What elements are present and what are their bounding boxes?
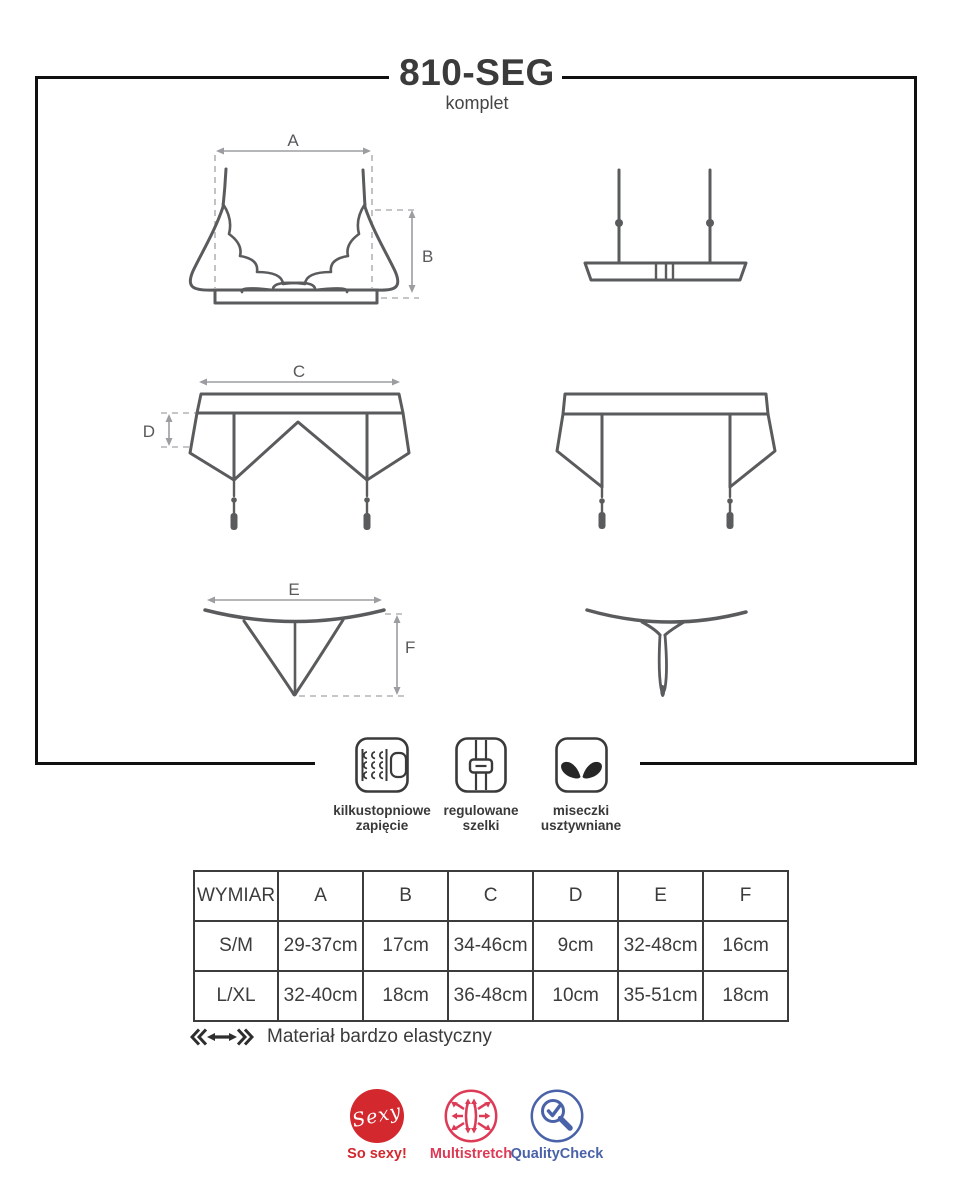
- table-header-cell: D: [533, 871, 618, 921]
- garment-technical-drawing: [35, 76, 917, 765]
- feature-padded-cups: [514, 736, 648, 833]
- quality-check-label: QualityCheck: [510, 1146, 604, 1162]
- page-title: 810-SEG: [399, 52, 555, 93]
- dimension-label-c: C: [292, 362, 306, 381]
- bra-front-drawing: [190, 131, 433, 303]
- thong-back-drawing: [587, 610, 746, 697]
- garter-back-drawing: [557, 394, 775, 529]
- material-note-text: Materiał bardzo elastyczny: [267, 1026, 492, 1047]
- table-cell: 29-37cm: [278, 921, 363, 971]
- table-header-cell: B: [363, 871, 448, 921]
- dimension-label-f: F: [405, 638, 416, 657]
- table-cell: 17cm: [363, 921, 448, 971]
- page-subtitle: komplet: [445, 93, 509, 113]
- table-cell: 36-48cm: [448, 971, 533, 1021]
- feature-label: regulowane szelki: [443, 803, 519, 833]
- table-header-cell: WYMIAR: [194, 871, 278, 921]
- table-cell: 10cm: [533, 971, 618, 1021]
- so-sexy-label: So sexy!: [347, 1146, 407, 1162]
- table-cell: 9cm: [533, 921, 618, 971]
- table-cell: 34-46cm: [448, 921, 533, 971]
- table-header-cell: E: [618, 871, 703, 921]
- dimension-label-e: E: [288, 580, 300, 599]
- table-cell: 32-40cm: [278, 971, 363, 1021]
- table-cell: 18cm: [703, 971, 788, 1021]
- table-row: [194, 971, 788, 1021]
- table-header-cell: F: [703, 871, 788, 921]
- size-table: [193, 870, 789, 1022]
- multistretch-label: Multistretch: [429, 1146, 513, 1162]
- quality-check-icon: [529, 1088, 585, 1144]
- feature-label: kilkustopniowe zapięcie: [333, 803, 431, 833]
- table-cell: 32-48cm: [618, 921, 703, 971]
- table-header-cell: C: [448, 871, 533, 921]
- dimension-label-d: D: [142, 422, 155, 441]
- bra-back-drawing: [585, 170, 746, 280]
- padded-cups-icon: [554, 736, 609, 794]
- feature-label: miseczki usztywniane: [540, 803, 622, 833]
- table-header-cell: A: [278, 871, 363, 921]
- dimension-label-a: A: [287, 131, 299, 150]
- sexy-script-text: Sexy: [350, 1100, 404, 1132]
- hook-closure-icon: [354, 736, 410, 794]
- material-note: [190, 1026, 492, 1048]
- table-cell: 35-51cm: [618, 971, 703, 1021]
- stretch-arrow-icon: [190, 1028, 254, 1046]
- table-row: [194, 921, 788, 971]
- thong-front-drawing: [205, 580, 415, 696]
- table-header-row: [194, 871, 788, 921]
- dimension-label-b: B: [422, 247, 434, 266]
- adjustable-straps-icon: [454, 736, 508, 794]
- table-cell: 16cm: [703, 921, 788, 971]
- garter-front-drawing: [143, 362, 409, 530]
- table-cell: 18cm: [363, 971, 448, 1021]
- size-cell: L/XL: [194, 971, 278, 1021]
- size-cell: S/M: [194, 921, 278, 971]
- sexy-circle-badge: [350, 1089, 404, 1143]
- multistretch-icon: [443, 1088, 499, 1144]
